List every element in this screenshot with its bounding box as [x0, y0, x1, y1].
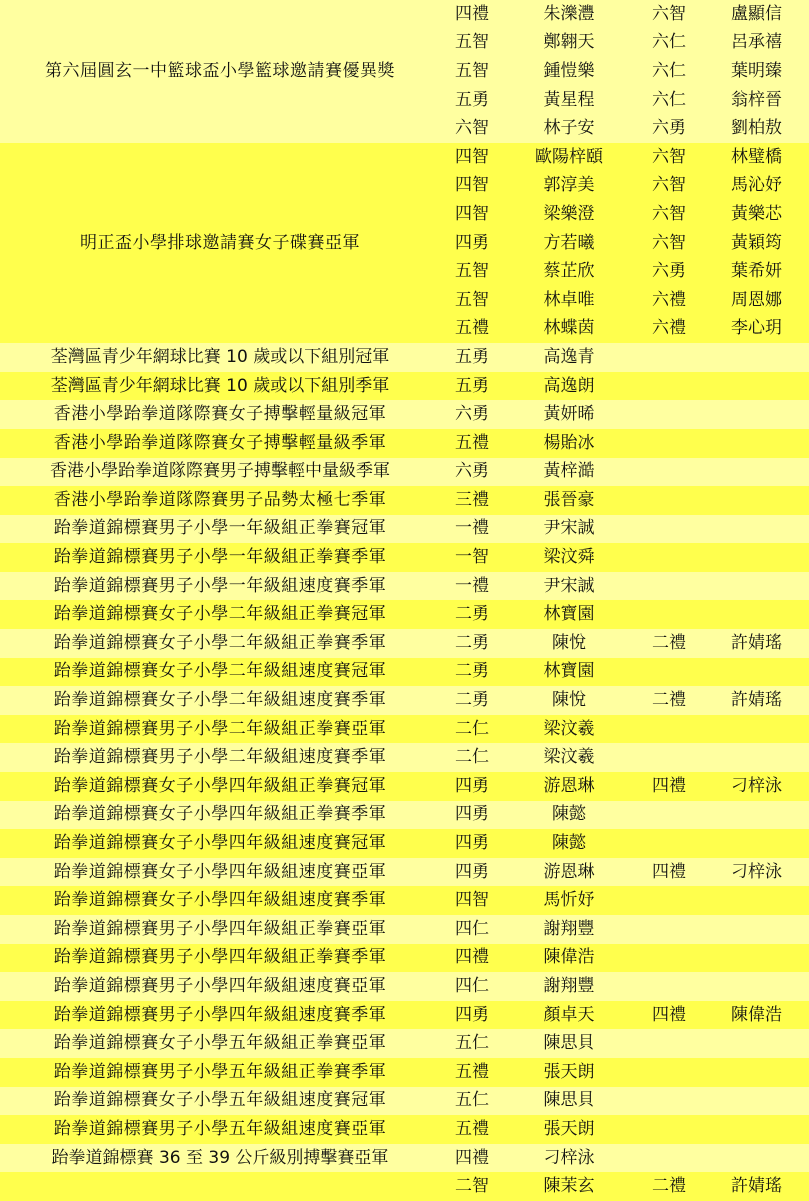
student-class — [634, 515, 704, 544]
student-class: 一禮 — [455, 518, 489, 539]
award-title: 跆拳道錦標賽男子小學一年級組正拳賽冠軍 — [53, 518, 387, 539]
student-class — [634, 972, 704, 1001]
student-name: 游恩琳 — [543, 861, 595, 882]
student-name — [704, 743, 809, 772]
award-title: 香港小學跆拳道隊際賽男子搏擊輕中量級季軍 — [50, 461, 390, 482]
student-class: 五勇 — [455, 346, 489, 367]
student-name: 葉希妍 — [731, 261, 782, 282]
student-name: 陳懿 — [552, 833, 586, 854]
award-title: 跆拳道錦標賽女子小學四年級組速度賽季軍 — [53, 890, 387, 911]
student-name — [704, 886, 809, 915]
student-class — [634, 372, 704, 401]
student-name — [704, 372, 809, 401]
student-name: 陳悅 — [552, 632, 586, 653]
student-name: 梁汶舜 — [543, 547, 595, 568]
student-class: 四勇 — [455, 833, 489, 854]
student-class — [634, 915, 704, 944]
student-class: 六勇 — [652, 118, 686, 139]
student-class: 五禮 — [455, 432, 489, 453]
student-class — [634, 715, 704, 744]
student-class — [634, 600, 704, 629]
student-name: 朱濼灃 — [543, 3, 595, 24]
student-name: 葉明臻 — [731, 60, 782, 81]
student-class — [634, 1115, 704, 1144]
student-class: 六仁 — [652, 32, 686, 53]
student-class: 四勇 — [455, 232, 489, 253]
student-class — [634, 829, 704, 858]
student-class — [634, 429, 704, 458]
award-title — [0, 1172, 440, 1201]
student-name: 刁梓泳 — [543, 1147, 595, 1168]
student-name: 陳茉玄 — [543, 1176, 595, 1197]
award-row — [0, 658, 809, 687]
student-class: 四勇 — [455, 1004, 489, 1025]
student-name — [704, 829, 809, 858]
student-class: 六智 — [652, 232, 686, 253]
award-title: 跆拳道錦標賽女子小學四年級組速度賽亞軍 — [53, 861, 387, 882]
student-name — [704, 343, 809, 372]
student-class: 二勇 — [455, 690, 489, 711]
award-title: 荃灣區青少年網球比賽 10 歲或以下組別冠軍 — [50, 346, 390, 367]
student-name — [704, 944, 809, 973]
student-class — [634, 543, 704, 572]
student-name: 梁樂澄 — [543, 203, 595, 224]
award-title: 跆拳道錦標賽女子小學二年級組正拳賽冠軍 — [53, 604, 387, 625]
student-name — [704, 429, 809, 458]
student-name — [704, 400, 809, 429]
award-title: 明正盃小學排球邀請賽女子碟賽亞軍 — [80, 232, 360, 253]
award-row — [0, 543, 809, 572]
award-title: 跆拳道錦標賽女子小學五年級組速度賽冠軍 — [53, 1090, 387, 1111]
student-class: 四禮 — [455, 3, 489, 24]
student-name: 謝翔豐 — [543, 975, 595, 996]
student-name: 林蝶茵 — [543, 318, 595, 339]
student-class: 二禮 — [652, 690, 686, 711]
student-name — [704, 972, 809, 1001]
award-row — [0, 1172, 809, 1201]
student-name: 林璧橋 — [731, 146, 782, 167]
award-row — [0, 858, 809, 887]
student-name: 翁梓晉 — [731, 89, 782, 110]
student-name — [704, 801, 809, 830]
student-name: 刁梓泳 — [731, 861, 782, 882]
award-title: 跆拳道錦標賽女子小學四年級組速度賽冠軍 — [53, 833, 387, 854]
student-class: 四智 — [455, 146, 489, 167]
award-row — [0, 0, 809, 29]
student-class: 六勇 — [652, 261, 686, 282]
student-name: 高逸朗 — [543, 375, 595, 396]
student-class: 五智 — [455, 32, 489, 53]
student-class: 一智 — [455, 547, 489, 568]
student-name — [704, 658, 809, 687]
student-class: 二勇 — [455, 632, 489, 653]
student-name: 許婧瑤 — [731, 1176, 782, 1197]
award-title: 跆拳道錦標賽女子小學二年級組正拳賽季軍 — [53, 632, 387, 653]
student-class: 四智 — [455, 175, 489, 196]
student-name — [704, 1087, 809, 1116]
student-class: 五仁 — [455, 1033, 489, 1054]
award-row — [0, 343, 809, 372]
student-name: 許婧瑤 — [731, 690, 782, 711]
student-class: 四智 — [455, 203, 489, 224]
student-class — [634, 658, 704, 687]
student-class — [634, 458, 704, 487]
student-class — [634, 1058, 704, 1087]
award-row — [0, 515, 809, 544]
student-class — [634, 572, 704, 601]
award-title: 第六屆圓玄一中籃球盃小學籃球邀請賽優異獎 — [45, 60, 395, 81]
student-name: 刁梓泳 — [731, 775, 782, 796]
student-name — [704, 600, 809, 629]
student-class — [634, 1144, 704, 1173]
student-name: 林卓唯 — [543, 289, 595, 310]
student-name — [704, 1144, 809, 1173]
award-row — [0, 572, 809, 601]
student-class — [634, 343, 704, 372]
student-name — [704, 715, 809, 744]
award-title: 跆拳道錦標賽男子小學一年級組速度賽季軍 — [53, 575, 387, 596]
student-name: 蔡芷欣 — [543, 261, 595, 282]
student-name — [704, 486, 809, 515]
student-class: 五禮 — [455, 318, 489, 339]
student-name: 張天朗 — [543, 1118, 595, 1139]
student-name: 許婧瑤 — [731, 632, 782, 653]
student-name — [704, 915, 809, 944]
award-row — [0, 1144, 809, 1173]
student-class: 二智 — [455, 1176, 489, 1197]
award-row — [0, 629, 809, 658]
award-title: 跆拳道錦標賽女子小學四年級組正拳賽冠軍 — [53, 775, 387, 796]
student-name: 歐陽梓頤 — [535, 146, 603, 167]
student-class: 五禮 — [455, 1061, 489, 1082]
award-row — [0, 600, 809, 629]
student-name: 馬沁妤 — [731, 175, 782, 196]
student-class — [634, 1029, 704, 1058]
award-row — [0, 400, 809, 429]
student-class: 六勇 — [455, 461, 489, 482]
student-name: 方若曦 — [543, 232, 595, 253]
award-title: 跆拳道錦標賽男子小學二年級組正拳賽亞軍 — [53, 718, 387, 739]
student-class: 一禮 — [455, 575, 489, 596]
student-name: 陳偉浩 — [731, 1004, 782, 1025]
student-class: 六禮 — [652, 289, 686, 310]
student-name: 尹宋誠 — [543, 575, 595, 596]
student-name: 鍾愷樂 — [543, 60, 595, 81]
student-class: 六智 — [455, 118, 489, 139]
award-row — [0, 686, 809, 715]
student-class — [634, 886, 704, 915]
award-title: 跆拳道錦標賽女子小學四年級組正拳賽季軍 — [53, 804, 387, 825]
student-class: 六智 — [652, 146, 686, 167]
student-name — [704, 1115, 809, 1144]
student-name: 盧顯信 — [731, 3, 782, 24]
student-class — [634, 486, 704, 515]
student-class: 六勇 — [455, 404, 489, 425]
student-name — [704, 543, 809, 572]
student-class — [634, 400, 704, 429]
award-title: 跆拳道錦標賽女子小學五年級組正拳賽亞軍 — [53, 1033, 387, 1054]
student-class — [634, 801, 704, 830]
award-title: 跆拳道錦標賽男子小學四年級組正拳賽季軍 — [53, 947, 387, 968]
student-name: 楊貽冰 — [543, 432, 595, 453]
student-class: 二勇 — [455, 604, 489, 625]
student-name: 梁汶羲 — [543, 718, 595, 739]
award-row — [0, 429, 809, 458]
award-title: 跆拳道錦標賽女子小學二年級組速度賽冠軍 — [53, 661, 387, 682]
student-name: 林子安 — [543, 118, 595, 139]
award-title: 跆拳道錦標賽男子小學五年級組速度賽亞軍 — [53, 1118, 387, 1139]
student-name: 陳懿 — [552, 804, 586, 825]
student-class: 五智 — [455, 261, 489, 282]
student-name: 陳偉浩 — [543, 947, 595, 968]
student-class: 二仁 — [455, 718, 489, 739]
award-title: 跆拳道錦標賽 36 至 39 公斤級別搏擊賽亞軍 — [51, 1147, 389, 1168]
student-class — [634, 1087, 704, 1116]
award-title: 跆拳道錦標賽女子小學二年級組速度賽季軍 — [53, 690, 387, 711]
award-row — [0, 801, 809, 830]
student-class: 五智 — [455, 60, 489, 81]
student-name: 張晉豪 — [543, 489, 595, 510]
student-class: 四勇 — [455, 861, 489, 882]
award-title: 荃灣區青少年網球比賽 10 歲或以下組別季軍 — [50, 375, 390, 396]
student-name: 陳悅 — [552, 690, 586, 711]
award-row — [0, 944, 809, 973]
award-row — [0, 1087, 809, 1116]
award-row — [0, 772, 809, 801]
student-name — [704, 572, 809, 601]
student-name: 黃妍晞 — [543, 404, 595, 425]
student-class: 六智 — [652, 203, 686, 224]
student-class: 四仁 — [455, 975, 489, 996]
student-class: 六智 — [652, 175, 686, 196]
student-class — [634, 944, 704, 973]
student-class: 六禮 — [652, 318, 686, 339]
student-class: 六智 — [652, 3, 686, 24]
student-class: 二禮 — [652, 632, 686, 653]
student-name: 黃星程 — [543, 89, 595, 110]
student-class: 六仁 — [652, 89, 686, 110]
student-name — [704, 1058, 809, 1087]
student-name: 梁汶羲 — [543, 747, 595, 768]
student-name: 馬忻妤 — [543, 890, 595, 911]
award-row — [0, 1115, 809, 1144]
student-class: 四智 — [455, 890, 489, 911]
award-row — [0, 743, 809, 772]
student-name: 陳思貝 — [543, 1090, 595, 1111]
student-name: 鄭翱天 — [543, 32, 595, 53]
student-name: 林寶園 — [543, 604, 595, 625]
award-row — [0, 372, 809, 401]
student-name — [704, 515, 809, 544]
award-title: 跆拳道錦標賽男子小學一年級組正拳賽季軍 — [53, 547, 387, 568]
student-name — [704, 458, 809, 487]
student-class: 五勇 — [455, 375, 489, 396]
student-name — [704, 1029, 809, 1058]
award-row — [0, 886, 809, 915]
student-class: 四禮 — [455, 947, 489, 968]
student-class: 二仁 — [455, 747, 489, 768]
award-row — [0, 1001, 809, 1030]
award-row — [0, 972, 809, 1001]
student-name: 高逸青 — [543, 346, 595, 367]
award-row — [0, 829, 809, 858]
award-title: 跆拳道錦標賽男子小學四年級組速度賽亞軍 — [53, 975, 387, 996]
student-class: 四勇 — [455, 775, 489, 796]
award-row — [0, 915, 809, 944]
student-class — [634, 743, 704, 772]
award-title: 跆拳道錦標賽男子小學二年級組速度賽季軍 — [53, 747, 387, 768]
student-class: 二勇 — [455, 661, 489, 682]
student-name: 謝翔豐 — [543, 918, 595, 939]
student-name: 張天朗 — [543, 1061, 595, 1082]
student-class: 四勇 — [455, 804, 489, 825]
student-name: 林寶園 — [543, 661, 595, 682]
student-class: 五仁 — [455, 1090, 489, 1111]
student-class: 三禮 — [455, 489, 489, 510]
student-class: 五禮 — [455, 1118, 489, 1139]
student-name: 劉柏敖 — [731, 118, 782, 139]
student-name: 周恩娜 — [731, 289, 782, 310]
award-row — [0, 1029, 809, 1058]
award-title: 香港小學跆拳道隊際賽女子搏擊輕量級冠軍 — [53, 404, 387, 425]
student-name: 黃樂芯 — [731, 203, 782, 224]
award-title: 香港小學跆拳道隊際賽女子搏擊輕量級季軍 — [53, 432, 387, 453]
student-name: 李心玥 — [731, 318, 782, 339]
award-row — [0, 458, 809, 487]
award-title: 香港小學跆拳道隊際賽男子品勢太極七季軍 — [53, 489, 387, 510]
student-class: 二禮 — [652, 1176, 686, 1197]
student-class: 五勇 — [455, 89, 489, 110]
student-class: 四禮 — [652, 775, 686, 796]
award-row — [0, 143, 809, 172]
award-row — [0, 1058, 809, 1087]
student-name: 顏卓天 — [543, 1004, 595, 1025]
student-class: 五智 — [455, 289, 489, 310]
student-name: 游恩琳 — [543, 775, 595, 796]
award-row — [0, 486, 809, 515]
student-class: 四仁 — [455, 918, 489, 939]
student-name: 黃穎筠 — [731, 232, 782, 253]
award-row — [0, 715, 809, 744]
student-name: 陳思貝 — [543, 1033, 595, 1054]
student-name: 黃梓澔 — [543, 461, 595, 482]
award-title: 跆拳道錦標賽男子小學五年級組正拳賽季軍 — [53, 1061, 387, 1082]
award-title: 跆拳道錦標賽男子小學四年級組正拳賽亞軍 — [53, 918, 387, 939]
student-class: 四禮 — [455, 1147, 489, 1168]
award-title: 跆拳道錦標賽男子小學四年級組速度賽季軍 — [53, 1004, 387, 1025]
student-class: 四禮 — [652, 861, 686, 882]
student-class: 四禮 — [652, 1004, 686, 1025]
student-name: 郭淳美 — [543, 175, 595, 196]
student-name: 尹宋誠 — [543, 518, 595, 539]
student-class: 六仁 — [652, 60, 686, 81]
student-name: 呂承禧 — [731, 32, 782, 53]
